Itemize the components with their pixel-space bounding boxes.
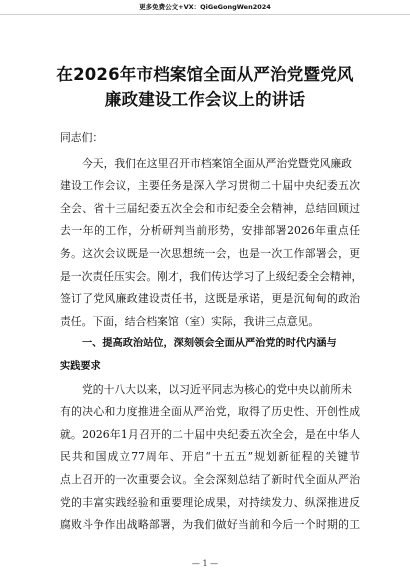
body-line: 民共和国成立77周年、开启“十五五”规划新征程的关键节	[60, 450, 360, 464]
title-line: 廉政建设工作会议上的讲话	[104, 90, 306, 109]
title-line: 在2026年市档案馆全面从严治党暨党风	[56, 65, 354, 84]
body-line: 责任。下面，结合档案馆（室）实际，我讲三点意见。	[60, 314, 320, 328]
header-divider	[0, 14, 410, 15]
section-heading: 实践要求	[60, 360, 101, 372]
document-body	[60, 127, 363, 537]
body-line: 务。这次会议既是一次思想统一会，也是一次工作部署会，更	[60, 246, 360, 260]
body-line: 是一次责任压实会。刚才，我们传达学习了上级纪委全会精神，	[60, 269, 363, 283]
promo-header: 更多免费公文+VX：QiGeGongWen2024	[139, 3, 271, 11]
body-line: 有的决心和力度推进全面从严治党，取得了历史性、开创性成	[60, 405, 360, 419]
body-line: 今天，我们在这里召开市档案馆全面从严治党暨党风廉政	[82, 156, 352, 170]
body-line: 党的十八大以来，以习近平同志为核心的党中央以前所未	[82, 382, 352, 396]
body-line: 就。2026年1月召开的二十届中央纪委五次全会，是在中华人	[60, 427, 360, 441]
body-line: 去一年的工作，分析研判当前形势，安排部署2026年重点任	[60, 224, 360, 238]
salutation: 同志们：	[60, 131, 104, 144]
page-number: — 1 —	[191, 559, 219, 568]
body-line: 建设工作会议，主要任务是深入学习贯彻二十届中央纪委五次	[60, 179, 360, 193]
body-line: 签订了党风廉政建设责任书，这既是承诺，更是沉甸甸的政治	[60, 292, 360, 306]
body-line: 党的丰富实践经验和重要理论成果，对持续发力、纵深推进反	[60, 495, 360, 509]
body-line: 腐败斗争作出战略部署，为我们做好当前和今后一个时期的工	[60, 518, 360, 532]
body-line: 点上召开的一次重要会议。全会深刻总结了新时代全面从严治	[60, 472, 360, 486]
section-heading: 一、提高政治站位，深刻领会全面从严治党的时代内涵与	[82, 338, 337, 350]
document-title	[20, 62, 390, 112]
body-line: 全会、省十三届纪委五次全会和市纪委全会精神，总结回顾过	[60, 201, 360, 215]
